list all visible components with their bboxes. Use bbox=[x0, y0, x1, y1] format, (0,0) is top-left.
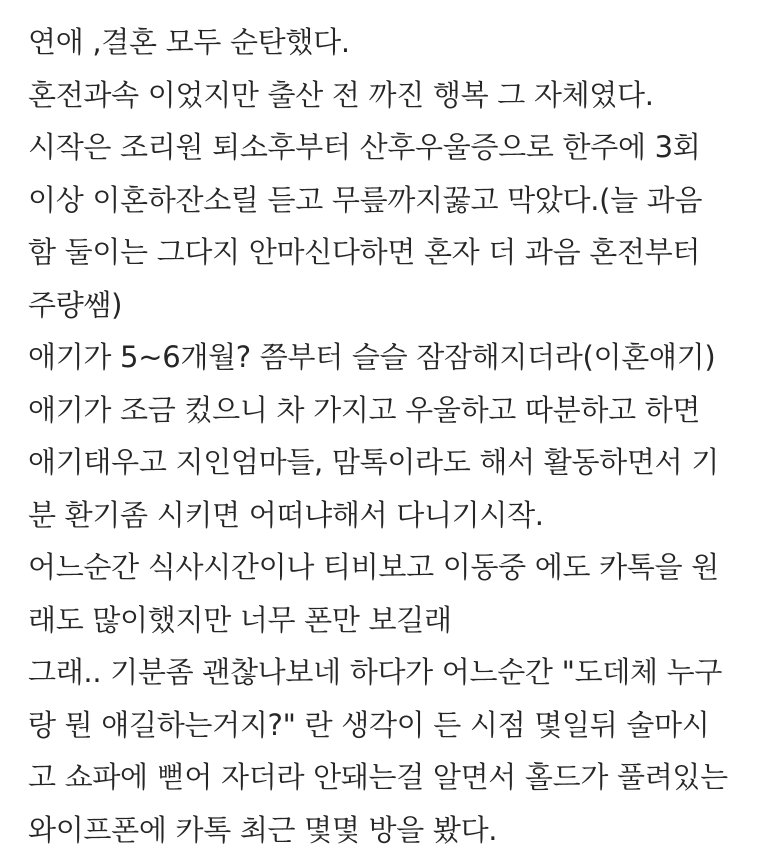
text-line: 애기가 5~6개월? 쯤부터 슬슬 잠잠해지더라(이혼얘기) bbox=[28, 331, 773, 384]
text-line: 래도 많이했지만 너무 폰만 보길래 bbox=[28, 594, 773, 647]
text-line: 연애 ,결혼 모두 순탄했다. bbox=[28, 16, 773, 69]
text-line: 고 쇼파에 뻗어 자더라 안돼는걸 알면서 홀드가 풀려있는 bbox=[28, 751, 773, 804]
text-line: 함 둘이는 그다지 안마신다하면 혼자 더 과음 혼전부터 bbox=[28, 226, 773, 279]
text-line: 랑 뭔 얘길하는거지?" 란 생각이 든 시점 몇일뒤 술마시 bbox=[28, 699, 773, 752]
text-line: 그래.. 기분좀 괜찮나보네 하다가 어느순간 "도데체 누구 bbox=[28, 646, 773, 699]
text-line: 분 환기좀 시키면 어떠냐해서 다니기시작. bbox=[28, 489, 773, 542]
text-line: 애기태우고 지인엄마들, 맘톡이라도 해서 활동하면서 기 bbox=[28, 436, 773, 489]
text-line: 이상 이혼하잔소릴 듣고 무릎까지꿇고 막았다.(늘 과음 bbox=[28, 174, 773, 227]
text-line: 주량쌤) bbox=[28, 279, 773, 332]
text-line: 혼전과속 이었지만 출산 전 까진 행복 그 자체였다. bbox=[28, 69, 773, 122]
text-line: 와이프폰에 카톡 최근 몇몇 방을 봤다. bbox=[28, 804, 773, 856]
text-line: 애기가 조금 컸으니 차 가지고 우울하고 따분하고 하면 bbox=[28, 384, 773, 437]
text-line: 어느순간 식사시간이나 티비보고 이동중 에도 카톡을 원 bbox=[28, 541, 773, 594]
post-body bbox=[28, 16, 773, 837]
text-line: 시작은 조리원 퇴소후부터 산후우울증으로 한주에 3회 bbox=[28, 121, 773, 174]
